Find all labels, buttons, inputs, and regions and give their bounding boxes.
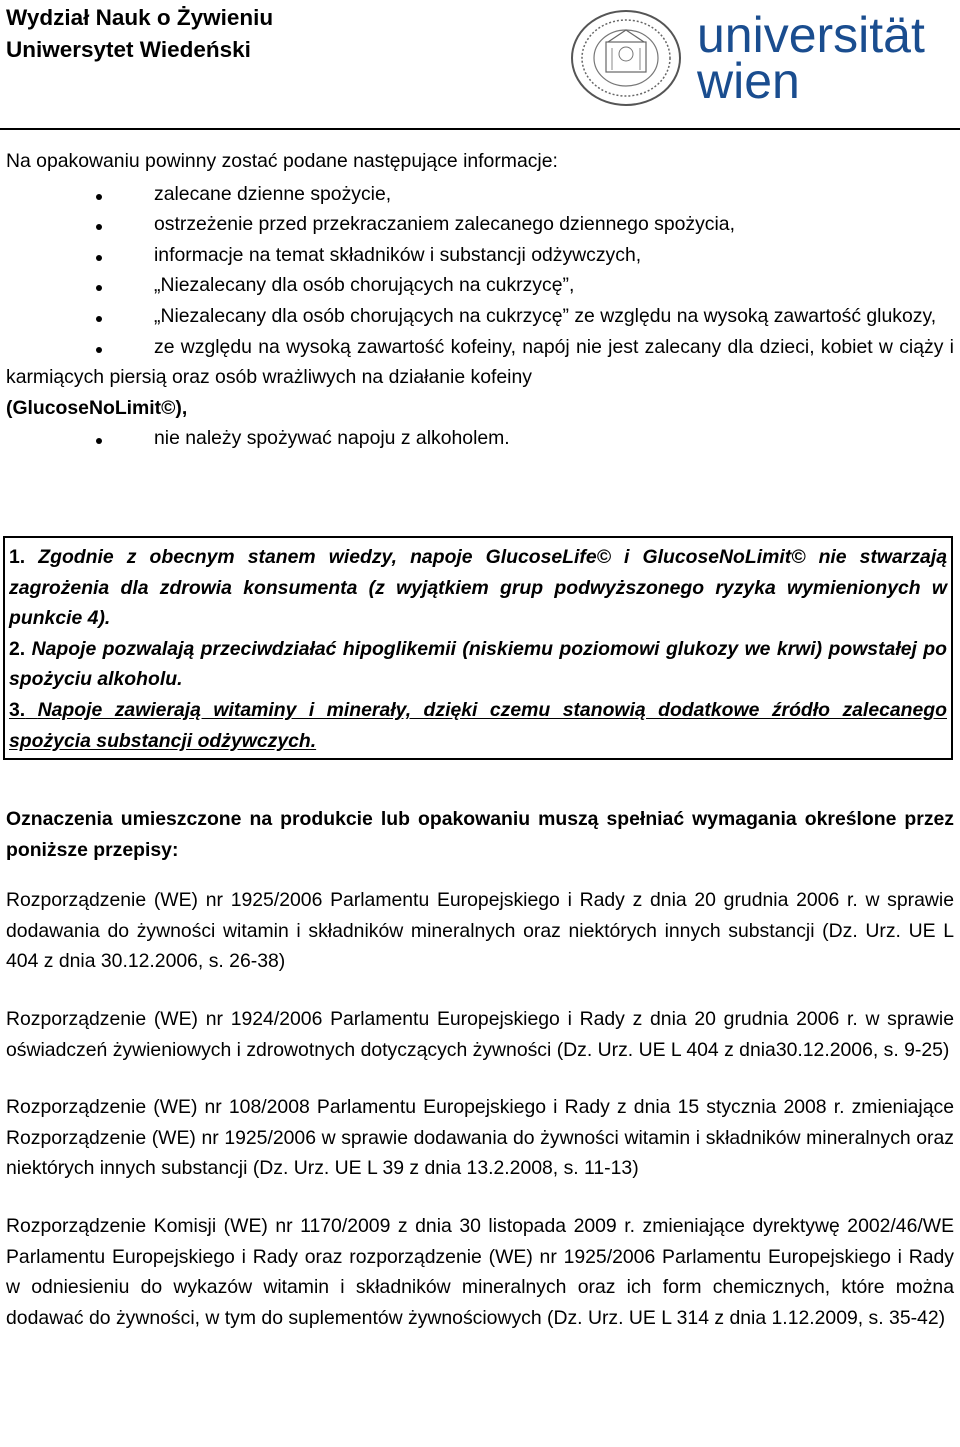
regulation-item: Rozporządzenie (WE) nr 1925/2006 Parlamentu Europejskiego i Rady z dnia 20 grudnia 2006 r. w sprawie dodawania do żywności witamin i składników mineralnych oraz niektórych innych substancji (Dz. Urz. UE L 404 z dnia 30.12.2006, s. 26-38) <box>6 889 954 973</box>
regulation-item: Rozporządzenie Komisji (WE) nr 1170/2009 z dnia 30 listopada 2009 r. zmieniające dyrektywę 2002/46/WE Parlamentu Europejskiego i Rady oraz rozporządzenie (WE) nr 1925/2006 Parlamentu Europejskiego i Rady w odniesieniu do wykazów witamin i składników mineralnych oraz ich form chemicznych, które można dodawać do żywności, w tym do suplementów żywnościowych (Dz. Urz. UE L 314 z dnia 1.12.2009, s. 35-42) <box>6 1214 954 1329</box>
list-item: nie należy spożywać napoju z alkoholem. <box>154 427 510 450</box>
claim-2: 2. Napoje pozwalają przeciwdziałać hipoglikemii (niskiemu poziomowi glukozy we krwi) powstałej po spożyciu alkoholu. <box>9 637 947 691</box>
list-item: „Niezalecany dla osób chorujących na cukrzycę” ze względu na wysoką zawartość glukozy, <box>154 304 937 327</box>
brand-note: (GlucoseNoLimit©), <box>6 396 188 419</box>
faculty-name: Wydział Nauk o Żywieniu <box>6 5 274 30</box>
regulations-heading: Oznaczenia umieszczone na produkcie lub opakowaniu muszą spełniać wymagania określone przez poniższe przepisy: <box>6 808 954 861</box>
list-item: ze względu na wysoką zawartość kofeiny, napój nie jest zalecany dla dzieci, kobiet w ciąży i karmiących piersią oraz osób wrażliwych na działanie kofeiny (GlucoseNoLimit©), <box>6 335 954 419</box>
list-item: zalecane dzienne spożycie, <box>154 182 392 205</box>
claims-box <box>3 536 953 760</box>
info-list <box>6 179 954 454</box>
regulation-item: Rozporządzenie (WE) nr 1924/2006 Parlamentu Europejskiego i Rady z dnia 20 grudnia 2006 r. w sprawie oświadczeń żywieniowych i zdrowotnych dotyczących żywności (Dz. Urz. UE L 404 z dnia30.12.2006, s. 9-25) <box>6 1007 954 1061</box>
list-item: ostrzeżenie przed przekraczaniem zalecanego dziennego spożycia, <box>154 213 735 236</box>
logo-line-2: wien <box>697 53 800 106</box>
header-divider <box>0 128 960 130</box>
faculty-title <box>6 2 273 66</box>
university-seal-icon <box>568 8 684 108</box>
regulation-item: Rozporządzenie (WE) nr 108/2008 Parlamentu Europejskiego i Rady z dnia 15 stycznia 2008 r. zmieniające Rozporządzenie (WE) nr 1925/2006 w sprawie dodawania do żywności witamin i składników mineralnych oraz niektórych innych substancji (Dz. Urz. UE L 39 z dnia 13.2.2008, s. 11-13) <box>6 1096 954 1180</box>
regulations-section <box>6 804 954 1360</box>
info-section <box>6 146 954 454</box>
info-intro: Na opakowaniu powinny zostać podane następujące informacje: <box>6 150 558 172</box>
universitat-wien-logo <box>695 6 957 106</box>
logo-line-1: universität <box>697 7 925 63</box>
university-name: Uniwersytet Wiedeński <box>6 37 251 62</box>
list-item: „Niezalecany dla osób chorujących na cukrzycę”, <box>154 274 575 297</box>
page-header <box>0 0 960 132</box>
claim-1: 1. Zgodnie z obecnym stanem wiedzy, napoje GlucoseLife© i GlucoseNoLimit© nie stwarzają zagrożenia dla zdrowia konsumenta (z wyjątkiem grup podwyższonego ryzyka wymienionych w punkcie 4). <box>9 546 947 630</box>
list-item: informacje na temat składników i substancji odżywczych, <box>154 243 642 266</box>
claim-3: 3. Napoje zawierają witaminy i minerały, dzięki czemu stanowią dodatkowe źródło zalecanego spożycia substancji odżywczych. <box>9 698 947 752</box>
